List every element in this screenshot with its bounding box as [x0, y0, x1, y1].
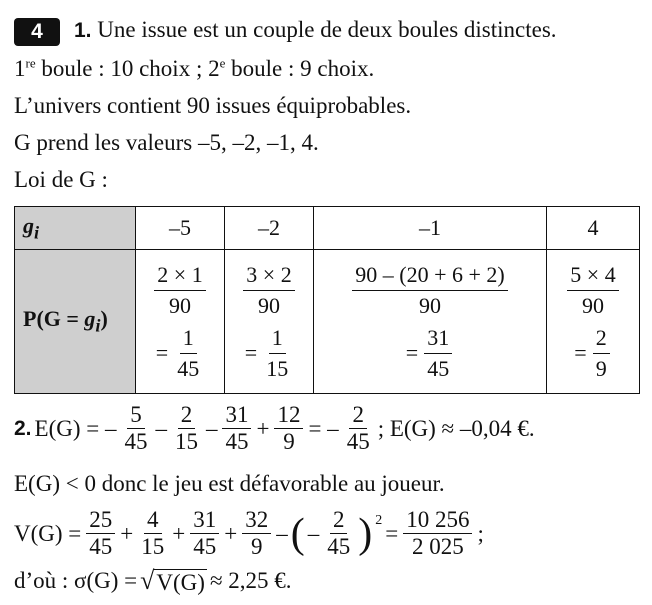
question-1-text: Une issue est un couple de deux boules distinctes.	[97, 17, 557, 42]
exercise-number-badge: 4	[14, 18, 60, 46]
probability-cell: $\frac{5 \times 4}{90}$ = $\frac{2}{9}$	[547, 250, 640, 394]
question-1-label: 1.	[74, 19, 92, 42]
square-root: √ V(G)	[140, 566, 205, 595]
variance-line: V(G) = $\frac{25}{45}$ + $\frac{4}{15}$ + $\frac{31}{45}$ + $\frac{32}{9}$ – ( – $\frac{2}{45}$ ) 2 = $\frac{10 256}{2 025}$ ;	[14, 507, 484, 559]
header-cell-g: $g_i$	[15, 207, 136, 250]
conclusion-line: E(G) < 0 donc le jeu est défavorable au joueur.	[14, 471, 445, 496]
probability-cell: $\frac{2 \times 1}{90}$ = $\frac{1}{45}$	[136, 250, 225, 394]
probability-cell: $\frac{3 \times 2}{90}$ = $\frac{1}{15}$	[225, 250, 314, 394]
universe-line: L’univers contient 90 issues équiprobables.	[14, 93, 412, 118]
law-title: Loi de G :	[14, 167, 108, 192]
value-cell: –1	[314, 207, 547, 250]
probability-cell: $\frac{90 - (20 + 6 + 2)}{90}$ = $\frac{31}{45}$	[314, 250, 547, 394]
header-cell-probability: $P(G = g_i)$	[15, 250, 136, 394]
choices-line: 1re boule : 10 choix ; 2e boule : 9 choix.	[14, 55, 375, 81]
values-line: G prend les valeurs –5, –2, –1, 4.	[14, 130, 319, 155]
probability-table	[14, 206, 640, 394]
expectation-line: 2. E(G) = – $\frac{5}{45}$ – $\frac{2}{15}$ – $\frac{31}{45}$ + $\frac{12}{9}$ = – $\frac{2}{45}$ ; E(G) ≈ –0,04 €.	[14, 402, 535, 454]
question-2-label: 2.	[14, 416, 32, 440]
value-cell: –5	[136, 207, 225, 250]
exercise-header	[14, 16, 557, 46]
value-cell: 4	[547, 207, 640, 250]
sigma-line: d’où : σ(G) = √ V(G) ≈ 2,25 €.	[14, 566, 292, 595]
value-cell: –2	[225, 207, 314, 250]
